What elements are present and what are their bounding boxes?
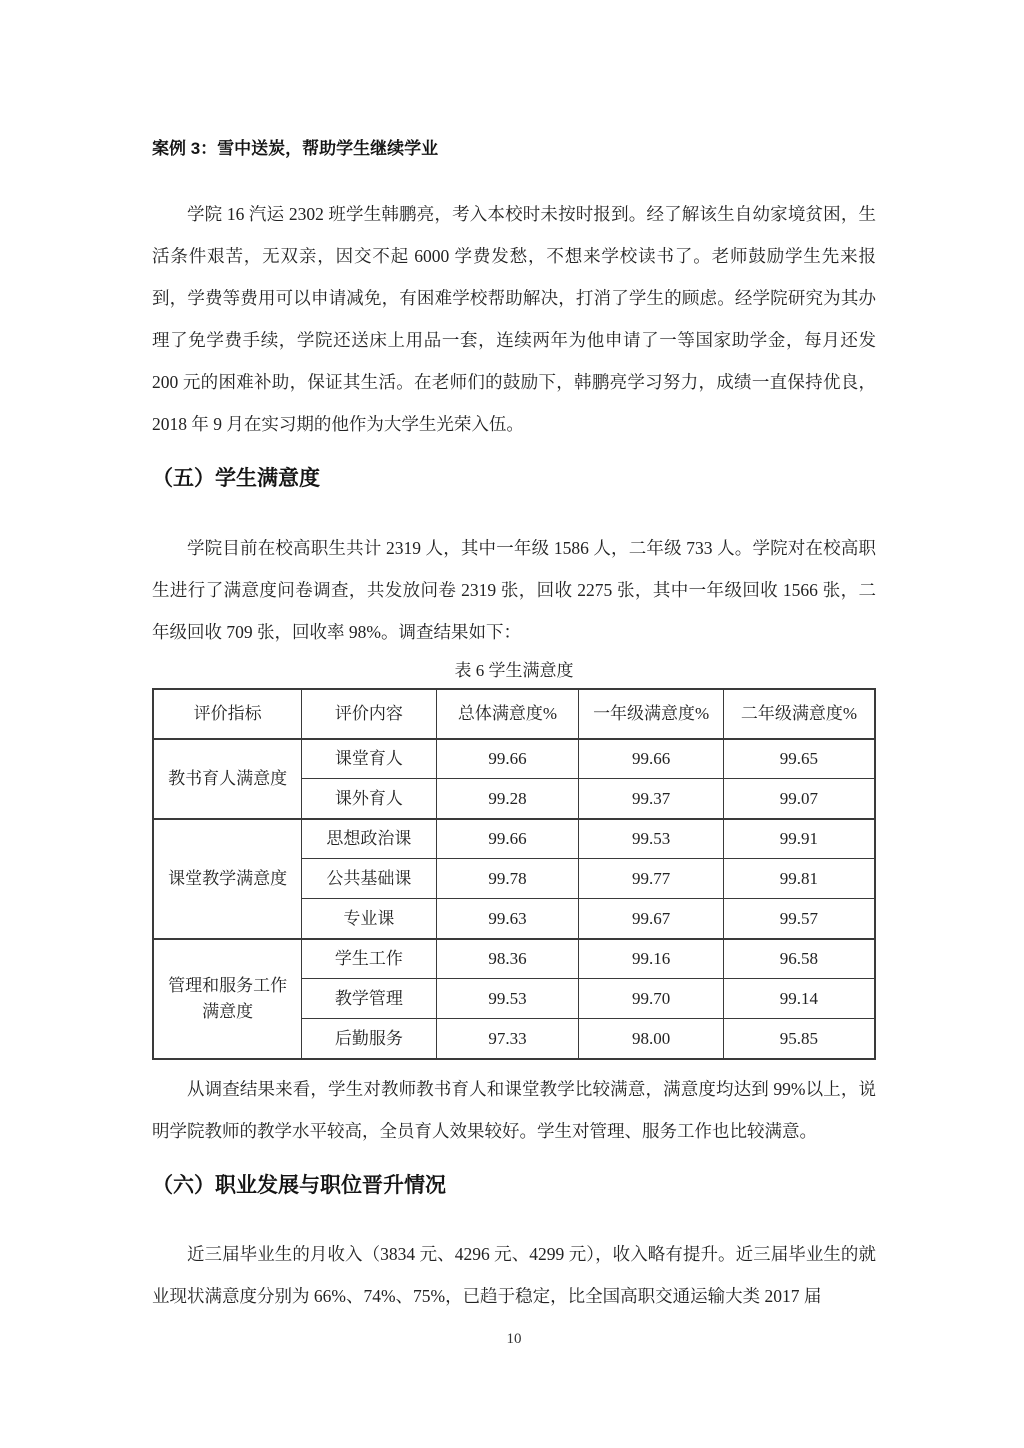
content-cell: 专业课 [302, 899, 436, 939]
section5-intro-paragraph: 学院目前在校高职生共计 2319 人，其中一年级 1586 人，二年级 733 人。学院对在校高职生进行了满意度问卷调查，共发放问卷 2319 张，回收 2275 张，其中一年级回收 1566 张，二年级回收 709 张，回收率 98%。调查结果如下： [152, 537, 876, 642]
value-cell: 99.53 [436, 979, 579, 1019]
value-cell: 99.63 [436, 899, 579, 939]
table-caption: 表 6 学生满意度 [454, 660, 574, 680]
value-cell: 99.65 [723, 739, 875, 779]
value-cell: 99.66 [436, 739, 579, 779]
value-cell: 98.36 [436, 939, 579, 979]
section6-heading: （六）职业发展与职位晋升情况 [152, 1173, 446, 1197]
content-cell: 思想政治课 [302, 819, 436, 859]
case-heading: 案例 3：雪中送炭，帮助学生继续学业 [152, 139, 439, 158]
indicator-cell: 课堂教学满意度 [153, 819, 302, 939]
indicator-cell: 管理和服务工作满意度 [153, 939, 302, 1059]
value-cell: 98.00 [579, 1019, 723, 1059]
value-cell: 99.78 [436, 859, 579, 899]
content-cell: 课外育人 [302, 779, 436, 819]
value-cell: 99.14 [723, 979, 875, 1019]
value-cell: 99.37 [579, 779, 723, 819]
value-cell: 99.81 [723, 859, 875, 899]
indicator-cell: 教书育人满意度 [153, 739, 302, 819]
value-cell: 99.16 [579, 939, 723, 979]
content-cell: 教学管理 [302, 979, 436, 1019]
content-cell: 课堂育人 [302, 739, 436, 779]
student-satisfaction-table [152, 688, 876, 1060]
content-cell: 后勤服务 [302, 1019, 436, 1059]
header-grade2: 二年级满意度% [723, 689, 875, 739]
value-cell: 99.91 [723, 819, 875, 859]
header-indicator: 评价指标 [153, 689, 302, 739]
value-cell: 95.85 [723, 1019, 875, 1059]
value-cell: 99.53 [579, 819, 723, 859]
value-cell: 99.07 [723, 779, 875, 819]
section6-paragraph: 近三届毕业生的月收入（3834 元、4296 元、4299 元），收入略有提升。近三届毕业生的就业现状满意度分别为 66%、74%、75%，已趋于稳定，比全国高职交通运输大类 2017 届 [152, 1243, 876, 1306]
value-cell: 99.66 [436, 819, 579, 859]
table-header-row [153, 689, 875, 739]
value-cell: 96.58 [723, 939, 875, 979]
value-cell: 99.77 [579, 859, 723, 899]
content-cell: 公共基础课 [302, 859, 436, 899]
table-row [153, 819, 875, 859]
header-content: 评价内容 [302, 689, 436, 739]
case-paragraph: 学院 16 汽运 2302 班学生韩鹏亮，考入本校时未按时报到。经了解该生自幼家境贫困，生活条件艰苦，无双亲，因交不起 6000 学费发愁，不想来学校读书了。老师鼓励学生先来报到，学费等费用可以申请减免，有困难学校帮助解决，打消了学生的顾虑。经学院研究为其办理了免学费手续，学院还送床上用品一套，连续两年为他申请了一等国家助学金，每月还发 200 元的困难补助，保证其生活。在老师们的鼓励下，韩鹏亮学习努力，成绩一直保持优良，2018 年 9 月在实习期的他作为大学生光荣入伍。 [152, 204, 876, 435]
value-cell: 99.57 [723, 899, 875, 939]
value-cell: 99.28 [436, 779, 579, 819]
header-overall: 总体满意度% [436, 689, 579, 739]
content-cell: 学生工作 [302, 939, 436, 979]
value-cell: 99.66 [579, 739, 723, 779]
table-row [153, 939, 875, 979]
value-cell: 99.67 [579, 899, 723, 939]
section5-conclusion-paragraph: 从调查结果来看，学生对教师教书育人和课堂教学比较满意，满意度均达到 99%以上，说明学院教师的教学水平较高，全员育人效果较好。学生对管理、服务工作也比较满意。 [152, 1078, 876, 1141]
page-number: 10 [506, 1330, 522, 1347]
value-cell: 99.70 [579, 979, 723, 1019]
header-grade1: 一年级满意度% [579, 689, 723, 739]
value-cell: 97.33 [436, 1019, 579, 1059]
section5-heading: （五）学生满意度 [152, 467, 320, 491]
table-row [153, 739, 875, 779]
